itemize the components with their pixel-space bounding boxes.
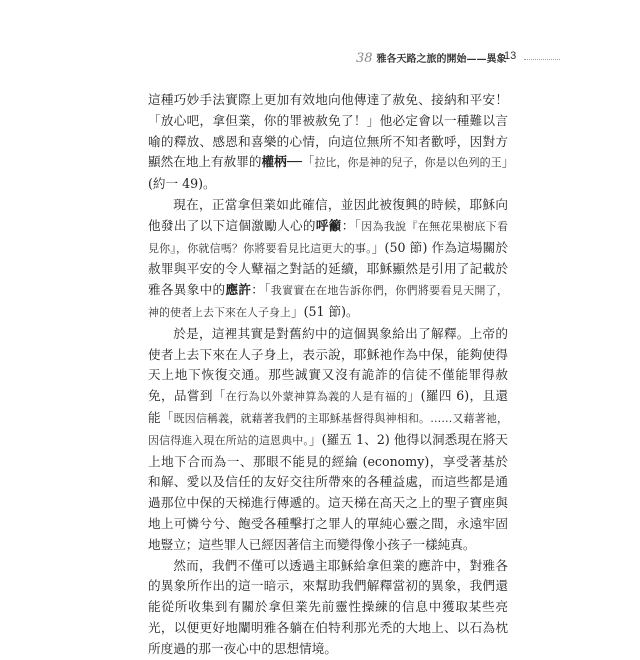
body-text bbox=[148, 90, 508, 660]
paragraph-1 bbox=[148, 90, 508, 195]
text-run: 」(50 節) 作為這場關於赦罪與平安的令人鼙福之對話的延續，耶穌顯然是引用了記載於雅各異象中的 bbox=[148, 239, 509, 298]
page-number: 13 bbox=[504, 50, 517, 62]
text-run: 於是，這裡其實是對舊約中的這個異象給出了解釋。上帝的使者上去下來在人子身上，表示說，耶穌祂作為中保，能夠使得天上地下恢復交通。那些誠實又沒有詭詐的信徒不僅能罪得赦免，品嘗到「 bbox=[148, 325, 508, 404]
chapter-title: 雅各天路之旅的開始——異象 bbox=[376, 54, 507, 65]
scripture-quote: 拉比，你是神的兒子，你是以色列的王 bbox=[314, 156, 502, 170]
header-dotted-rule bbox=[524, 59, 560, 60]
paragraph-2 bbox=[148, 195, 508, 324]
chapter-number: 38 bbox=[356, 51, 373, 66]
text-run: 」(羅五 1、2) 他得以洞悉現在將天上地下合而為一、那眼不能見的經綸 (economy)，享受著基於和解、愛以及信任的友好交往所帶來的各種益處，而這些都是通過那位中保的天梯進行傳遞的。這天梯在高天之上的聖子寶座與地上可憐兮兮、飽受各種擊打之罪人的單純心靈之間，永遠牢固地豎立；這些罪人已經因著信主而變得像小孩子一樣純真。 bbox=[148, 431, 509, 552]
scripture-quote: 在行為以外蒙神算為義的人是有福的 bbox=[225, 390, 408, 404]
text-run: 」(羅四 6)，且還能「 bbox=[148, 388, 509, 425]
bold-term: 權柄 bbox=[261, 154, 287, 170]
bold-term: 呼籲 bbox=[315, 217, 342, 233]
bold-term: 應許 bbox=[225, 282, 252, 298]
text-run: 」(51 節)。 bbox=[291, 303, 359, 319]
text-run: ：「 bbox=[341, 217, 362, 233]
text-run: ：「 bbox=[251, 282, 271, 298]
scripture-quote: 因為我說『在無花果樹底下看見你』，你就信嗎？你將要看見比這更大的事。 bbox=[148, 219, 509, 255]
running-header bbox=[356, 50, 556, 68]
text-run: 現在，正當拿但業如此確信，並因此被復興的時候，耶穌向他發出了以下這個激勵人心的 bbox=[148, 196, 508, 233]
text-run: 這種巧妙手法實際上更加有效地向他傳達了赦免、接納和平安！「放心吧，拿但業，你的罪被赦免了！」他必定會以一種難以言喻的釋放、感恩和喜樂的心情，向這位無所不知者歡呼，因對方顯然在地上有赦罪的 bbox=[148, 92, 508, 170]
scripture-quote: 我實實在在地告訴你們，你們將要看見天開了，神的使者上去下來在人子身上 bbox=[148, 284, 509, 319]
paragraph-3 bbox=[148, 324, 508, 556]
text-run: ──「 bbox=[286, 154, 315, 170]
text-run: 然而，我們不僅可以透過主耶穌給拿但業的應許中，對雅各的異象所作出的這一暗示，來幫助我們解釋當初的異象，我們還能從所收集到有關於拿但業先前靈性操練的信息中獲取某些亮光，以便更好地闡明雅各躺在伯特利那光禿的大地上、以石為枕所度過的那一夜心中的思想情境。 bbox=[148, 557, 508, 656]
text-run: 」(約一 49)。 bbox=[148, 154, 509, 192]
scripture-quote: 既因信稱義，就藉著我們的主耶穌基督得與神相和。……又藉著祂，因信得進入現在所站的這恩典中。 bbox=[148, 411, 509, 447]
paragraph-4 bbox=[148, 556, 508, 660]
